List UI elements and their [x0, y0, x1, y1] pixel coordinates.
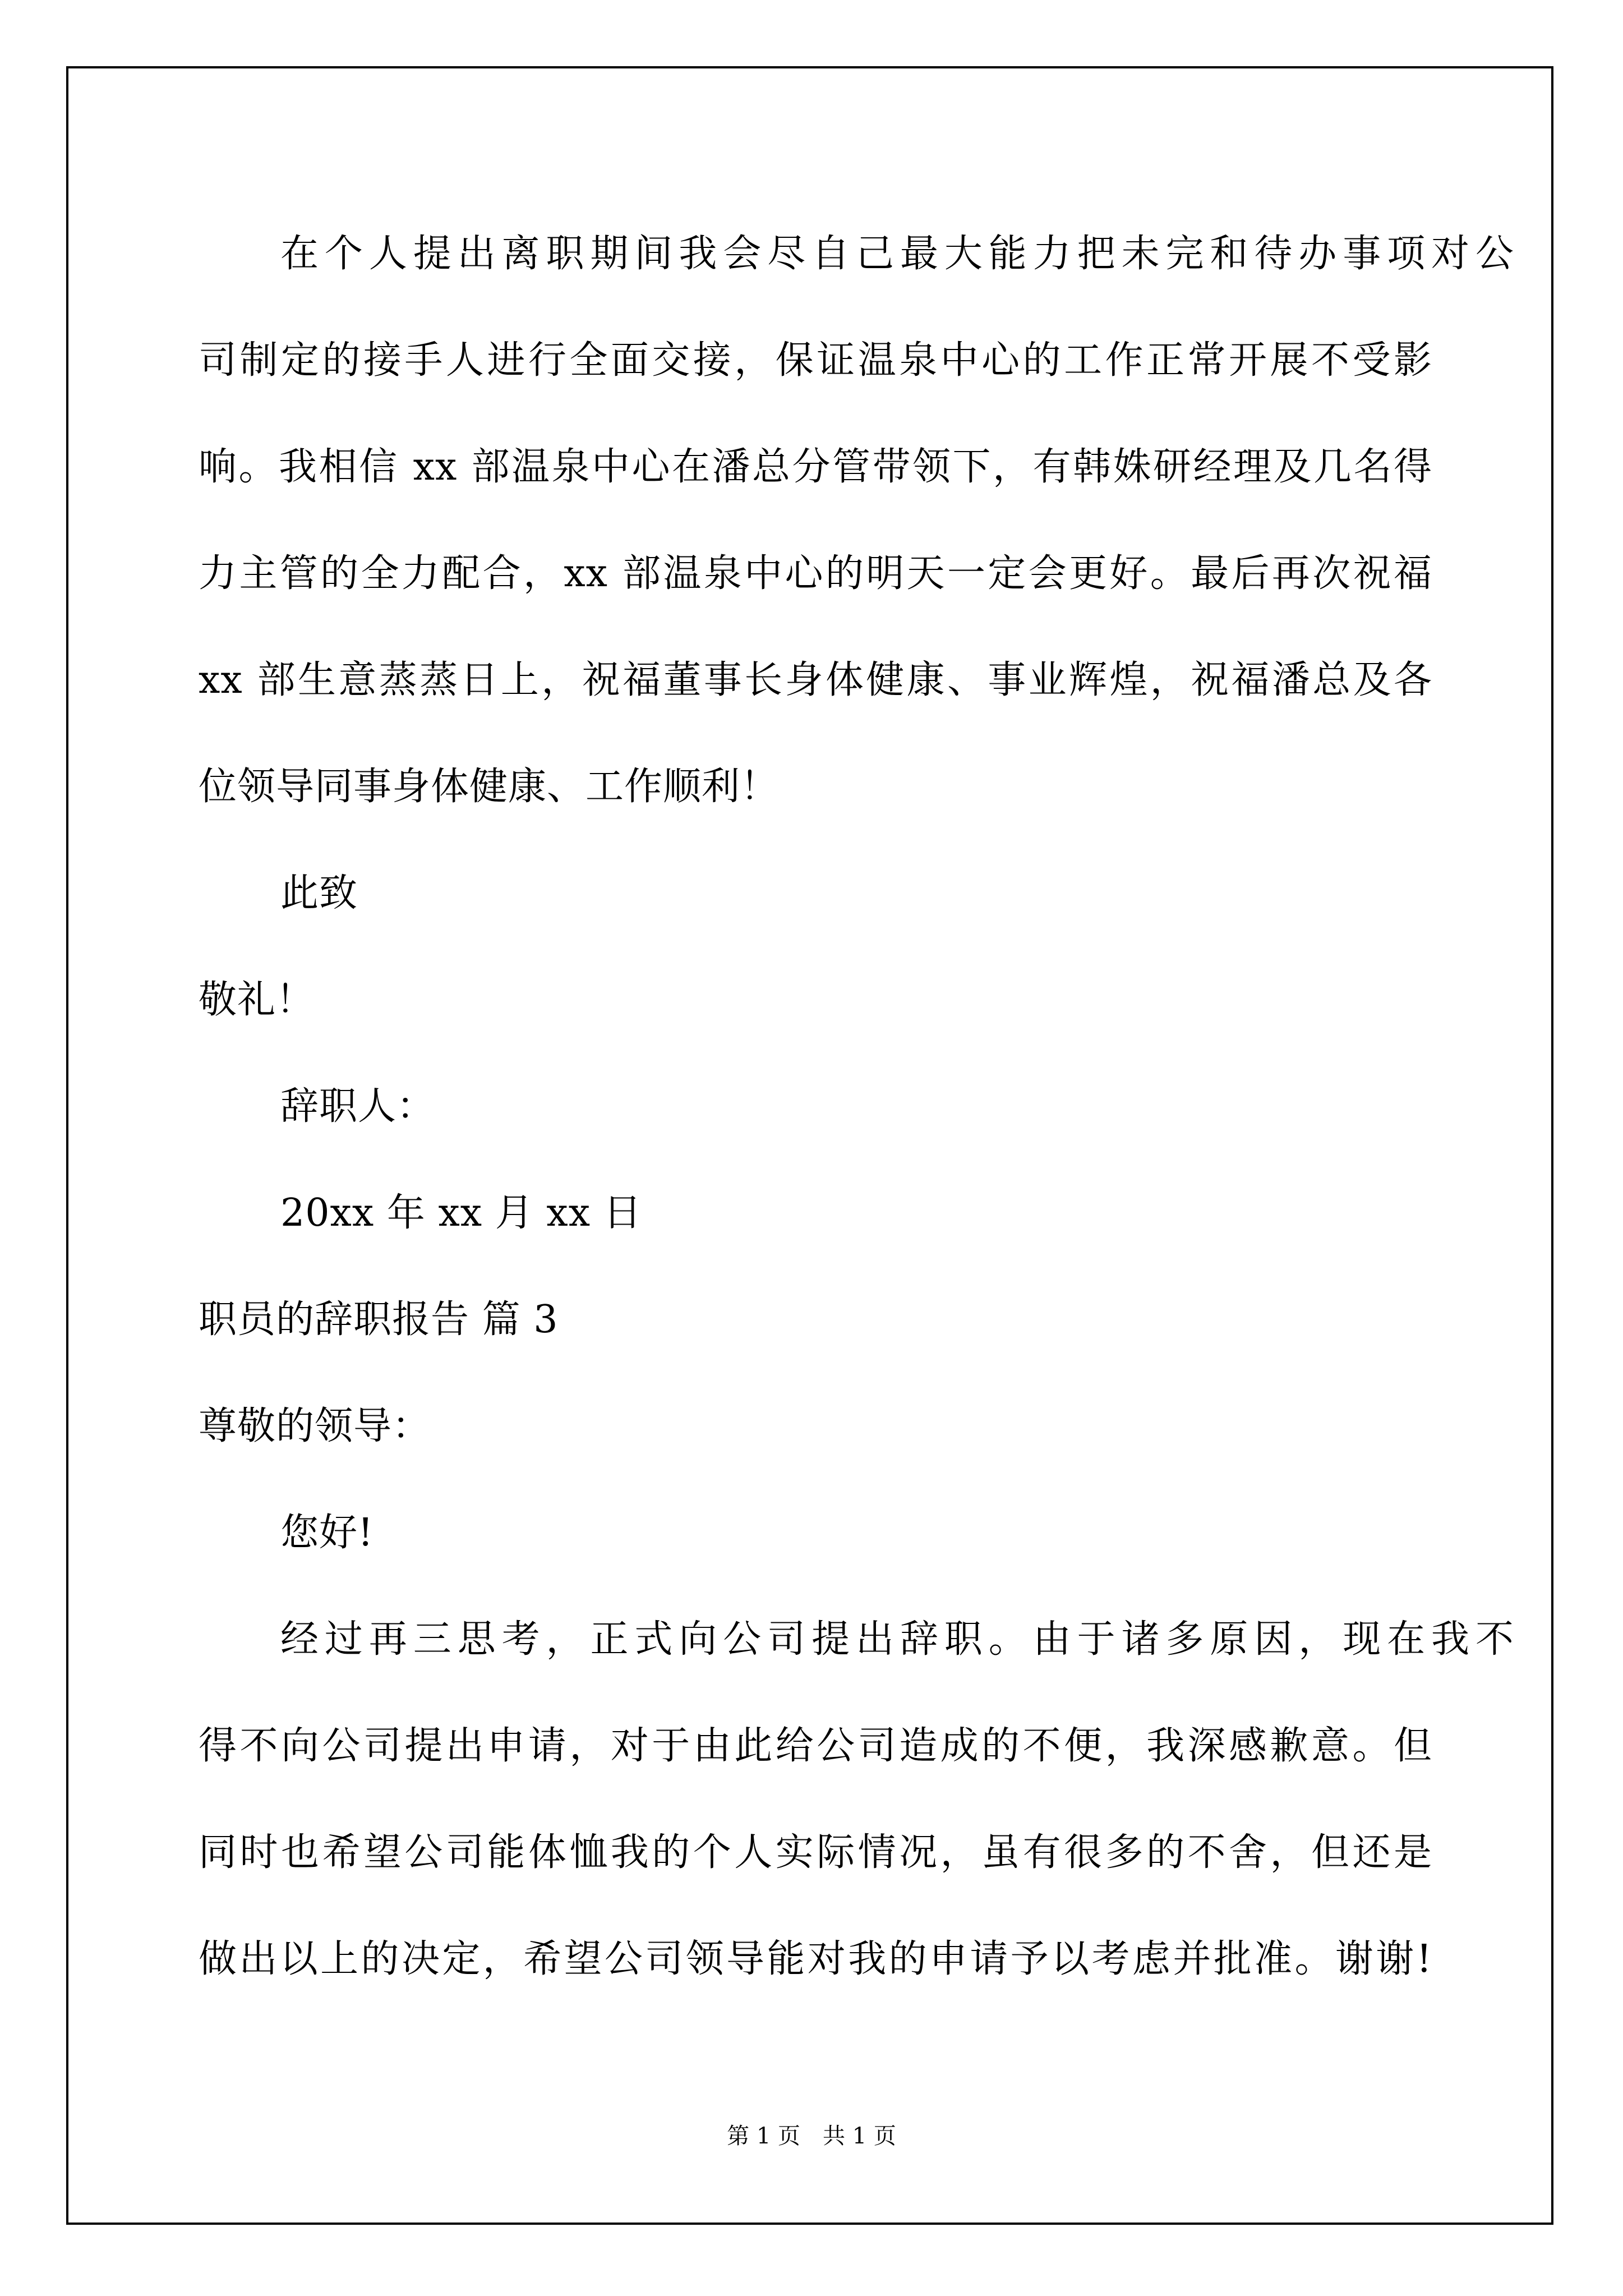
page-footer: 第 1 页 共 1 页: [727, 2123, 896, 2149]
paragraph-1-line-6: 位领导同事身体健康、工作顺利！: [199, 765, 780, 809]
paragraph-1-line-2: 司制定的接手人进行全面交接，保证温泉中心的工作正常开展不受影: [199, 338, 1432, 383]
paragraph-2-line-3: 同时也希望公司能体恤我的个人实际情况，虽有很多的不舍，但还是: [199, 1830, 1432, 1875]
paragraph-2-line-2: 得不向公司提出申请，对于由此给公司造成的不便，我深感歉意。但: [199, 1724, 1432, 1768]
greeting: 您好!: [280, 1511, 374, 1555]
paragraph-1-line-3: 响。我相信 xx 部温泉中心在潘总分管带领下，有韩姝研经理及几名得: [199, 445, 1432, 489]
closing-salute: 敬礼！: [199, 978, 315, 1022]
closing-phrase: 此致: [280, 871, 358, 915]
date-line: 20xx 年 xx 月 xx 日: [280, 1191, 642, 1235]
paragraph-1-line-5: xx 部生意蒸蒸日上，祝福董事长身体健康、事业辉煌，祝福潘总及各: [199, 658, 1432, 702]
salutation: 尊敬的领导：: [199, 1404, 431, 1448]
paragraph-1-line-1: 在个人提出离职期间我会尽自己最大能力把未完和待办事项对公: [280, 232, 1514, 276]
section-title: 职员的辞职报告 篇 3: [199, 1297, 559, 1342]
paragraph-2-line-4: 做出以上的决定，希望公司领导能对我的申请予以考虑并批准。谢谢!: [199, 1937, 1432, 1981]
paragraph-2-line-1: 经过再三思考，正式向公司提出辞职。由于诸多原因，现在我不: [280, 1617, 1514, 1662]
signature-label: 辞职人：: [280, 1084, 436, 1129]
paragraph-1-line-4: 力主管的全力配合，xx 部温泉中心的明天一定会更好。最后再次祝福: [199, 551, 1432, 596]
